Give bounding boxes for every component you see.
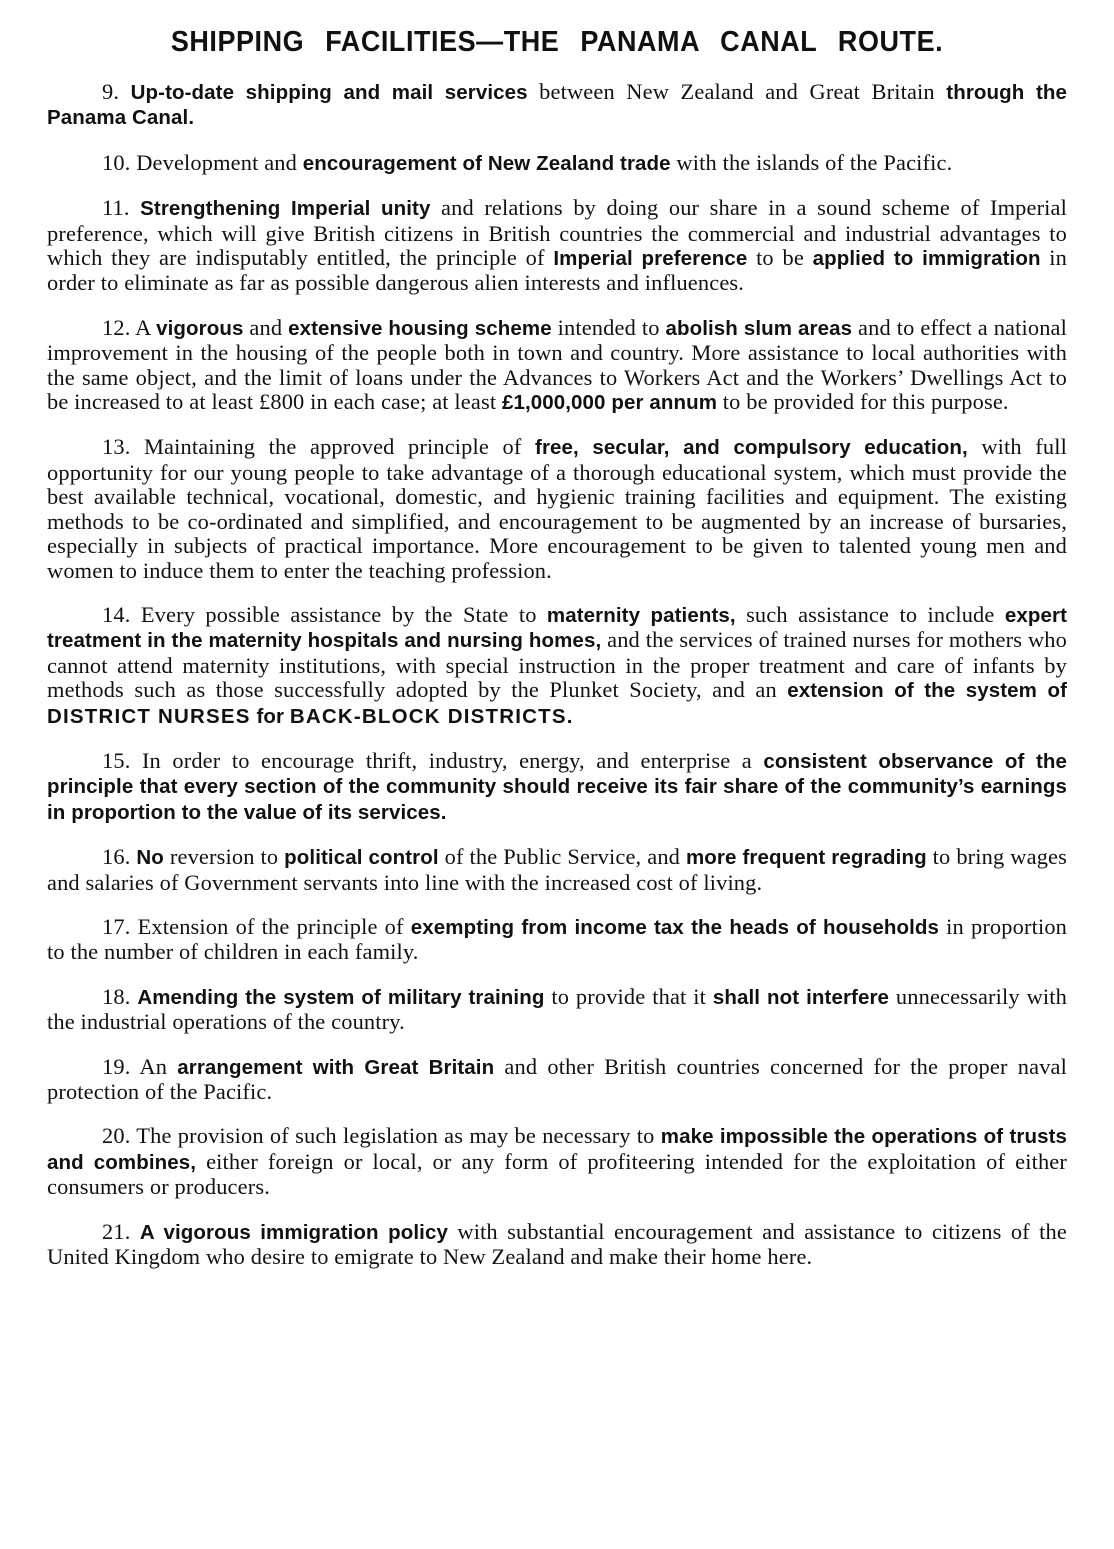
item-text: In order to encourage thrift, industry, energy, and enterprise a xyxy=(141,747,764,773)
item-text: in proportion to the number of children in each family. xyxy=(47,913,1068,965)
item-text-bold: maternity patients, xyxy=(546,603,736,627)
item-text: with substantial encouragement and assistance to citizens of the United Kingdom who desire to emigrate to New Zealand and make their home here. xyxy=(47,1218,1067,1270)
item-text: between New Zealand and Great Britain xyxy=(527,79,947,104)
item-text-bold: for xyxy=(250,704,290,728)
item-number: 12. xyxy=(102,314,131,340)
item-text-bold: Amending the system of military training xyxy=(137,985,545,1009)
item-text: and relations by doing our share in a sound scheme of Imperial preference, which will give British citizens in British countries the commercial and industrial advantages to which they are indisputably entitled, the principle of xyxy=(47,195,1068,271)
item-text-bold: Strengthening Imperial unity xyxy=(140,197,431,221)
policy-item xyxy=(47,845,1067,895)
item-text: to bring wages and salaries of Government servants into line with the increased cost of living. xyxy=(47,844,1067,895)
item-text-bold: political control xyxy=(284,846,439,870)
item-text: The provision of such legislation as may be necessary to xyxy=(136,1123,661,1149)
policy-list xyxy=(47,80,1067,1269)
item-text-bold: No xyxy=(136,846,164,870)
item-text-bold: BACK-BLOCK DISTRICTS. xyxy=(289,704,574,728)
policy-item xyxy=(47,316,1067,416)
policy-item xyxy=(47,985,1067,1035)
item-text: to be provided for this purpose. xyxy=(717,389,1009,415)
item-text-bold: Imperial preference xyxy=(553,247,748,271)
item-text-bold: applied to immigration xyxy=(812,247,1041,271)
item-text: either foreign or local, or any form of profiteering intended for the exploitation of either consumers or producers. xyxy=(47,1148,1067,1200)
item-number: 17. xyxy=(102,913,131,939)
item-text-bold: extension of the system of xyxy=(787,679,1067,703)
item-text-bold: arrangement with Great Britain xyxy=(177,1055,495,1079)
policy-item xyxy=(47,749,1067,825)
item-text-bold: extensive housing scheme xyxy=(288,316,552,340)
item-number: 11. xyxy=(102,195,130,221)
item-text: to be xyxy=(747,245,813,271)
item-number: 20. xyxy=(102,1123,131,1149)
item-text: such assistance to include xyxy=(735,601,1005,627)
item-text: A xyxy=(135,314,157,340)
item-text-bold: £1,000,000 per annum xyxy=(501,391,718,415)
item-number: 16. xyxy=(102,844,131,870)
policy-item xyxy=(47,1055,1067,1105)
policy-item xyxy=(47,435,1067,582)
item-text: with the islands of the Pacific. xyxy=(670,149,953,175)
item-text-bold: abolish slum areas xyxy=(665,316,853,340)
item-text: and to effect a national improvement in the housing of the people both in town and country. More assistance to local authorities with the same object, and the limit of loans under the Advances to Workers Act and the Workers’ Dwellings Act to be increased to at least £800 in each case; at least xyxy=(47,314,1068,415)
item-text: to provide that it xyxy=(544,983,713,1009)
item-number: 10. xyxy=(102,149,131,175)
item-number: 14. xyxy=(102,601,131,627)
item-text: unnecessarily with the industrial operations of the country. xyxy=(47,983,1067,1035)
item-number: 18. xyxy=(102,983,131,1009)
item-text: intended to xyxy=(551,314,666,340)
item-number: 21. xyxy=(102,1218,131,1244)
item-text-bold: encouragement of New Zealand trade xyxy=(302,151,671,175)
item-number: 13. xyxy=(102,434,131,460)
item-number: 19. xyxy=(102,1053,131,1079)
item-text: reversion to xyxy=(163,844,285,870)
item-text: and the services of trained nurses for mothers who cannot attend maternity institutions, with special instruction in the proper treatment and care of infants by methods such as those successfully adopted by the Plunket Society, and an xyxy=(47,627,1067,703)
item-text-bold: make impossible the operations of trusts and combines, xyxy=(47,1125,1068,1174)
policy-item xyxy=(47,603,1067,729)
item-text-bold: exempting from income tax the heads of households xyxy=(410,915,940,939)
item-text: Development and xyxy=(136,149,303,175)
item-text-bold: through the Panama Canal. xyxy=(47,81,1067,130)
item-text-bold: A vigorous immigration policy xyxy=(139,1220,448,1244)
policy-item xyxy=(47,1124,1067,1199)
item-text-bold: free, secular, and compulsory education, xyxy=(535,436,968,460)
item-text: and other British countries concerned for the proper naval protection of the Pacific. xyxy=(47,1053,1067,1104)
item-text: with full opportunity for our young people to take advantage of a thorough educational system, which must provide the best available technical, vocational, domestic, and hygienic training facilities and equipment. The existing methods to be co-ordinated and simplified, and encouragement to be augmented by an increase of bursaries, especially in subjects of practical importance. More encouragement to be given to talented young men and women to induce them to enter the teaching profession. xyxy=(47,434,1067,583)
item-text: Every possible assistance by the State to xyxy=(140,601,547,627)
item-text-bold: DISTRICT NURSES xyxy=(47,704,251,728)
item-text-bold: shall not interfere xyxy=(712,985,890,1009)
page-title: SHIPPING FACILITIES—THE PANAMA CANAL ROUTE. xyxy=(170,26,944,58)
item-number: 15. xyxy=(102,747,131,773)
document-page xyxy=(47,22,1067,1289)
item-text: and xyxy=(243,314,289,340)
item-text: Extension of the principle of xyxy=(137,913,411,939)
item-text-bold: expert treatment in the maternity hospitals and nursing homes, xyxy=(47,603,1067,653)
item-text-bold: more frequent regrading xyxy=(685,846,927,870)
item-text-bold: consistent observance of the principle that every section of the community should receive its fair share of the community’s earnings in proportion to the value of its services. xyxy=(47,749,1068,824)
item-text: Maintaining the approved principle of xyxy=(144,434,536,460)
item-text: of the Public Service, and xyxy=(438,844,686,870)
item-text: An xyxy=(139,1053,178,1079)
item-text-bold: vigorous xyxy=(156,316,244,340)
policy-item xyxy=(47,1220,1067,1270)
policy-item xyxy=(47,915,1067,965)
item-text-bold: Up-to-date shipping and mail services xyxy=(130,81,528,104)
policy-item xyxy=(47,151,1067,176)
policy-item xyxy=(47,196,1067,296)
item-text: in order to eliminate as far as possible dangerous alien interests and influences. xyxy=(47,245,1068,296)
item-number: 9. xyxy=(102,79,120,104)
policy-item xyxy=(47,80,1067,131)
